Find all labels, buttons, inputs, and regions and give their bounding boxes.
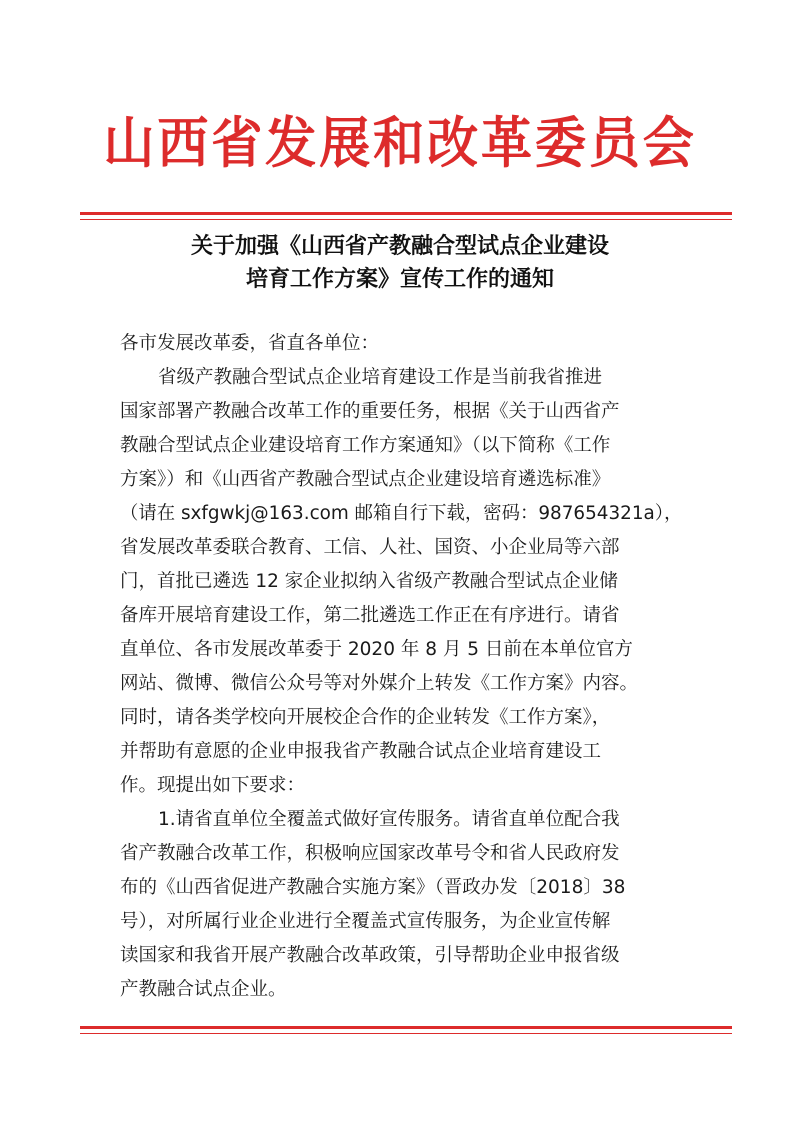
issuing-authority-header: 山西省发展和改革委员会 <box>103 110 697 175</box>
document-title-line-1: 关于加强《山西省产教融合型试点企业建设 <box>190 234 609 259</box>
paragraph2-line: 布的《山西省促进产教融合实施方案》（晋政办发〔2018〕38 <box>120 877 626 898</box>
paragraph1-line: 并帮助有意愿的企业申报我省产教融合试点企业培育建设工 <box>120 741 602 762</box>
paragraph1-line: 作。现提出如下要求： <box>120 775 306 796</box>
paragraph2-line: 读国家和我省开展产教融合改革政策，引导帮助企业申报省级 <box>120 945 620 966</box>
paragraph1-line: （请在 sxfgwkj@163.com 邮箱自行下载，密码：987654321a）， <box>120 503 683 524</box>
paragraph1-line: 教融合型试点企业建设培育工作方案通知》（以下简称《工作 <box>120 435 611 456</box>
paragraph2-line: 产教融合试点企业。 <box>120 979 287 1000</box>
footer-red-rule-thin <box>80 1033 732 1034</box>
paragraph1-line: 方案》）和《山西省产教融合型试点企业建设培育遴选标准》 <box>120 469 611 490</box>
paragraph1-line: 省级产教融合型试点企业培育建设工作是当前我省推进 <box>158 367 603 388</box>
header-red-rule-thin <box>80 219 732 220</box>
salutation: 各市发展改革委，省直各单位： <box>120 333 380 354</box>
paragraph1-line: 省发展改革委联合教育、工信、人社、国资、小企业局等六部 <box>120 537 620 558</box>
document-title-line-2: 培育工作方案》宣传工作的通知 <box>245 267 554 292</box>
paragraph1-line: 网站、微博、微信公众号等对外媒介上转发《工作方案》内容。 <box>120 673 639 694</box>
paragraph2-line: 号），对所属行业企业进行全覆盖式宣传服务，为企业宣传解 <box>120 911 611 932</box>
paragraph1-line: 备库开展培育建设工作，第二批遴选工作正在有序进行。请省 <box>120 605 620 626</box>
paragraph1-line: 门，首批已遴选 12 家企业拟纳入省级产教融合型试点企业储 <box>120 571 618 592</box>
footer-red-rule-thick <box>80 1026 732 1029</box>
paragraph1-line: 国家部署产教融合改革工作的重要任务，根据《关于山西省产 <box>120 401 620 422</box>
paragraph1-line: 直单位、各市发展改革委于 2020 年 8 月 5 日前在本单位官方 <box>120 639 633 660</box>
paragraph2-line: 省产教融合改革工作，积极响应国家改革号令和省人民政府发 <box>120 843 620 864</box>
paragraph1-line: 同时，请各类学校向开展校企合作的企业转发《工作方案》， <box>120 707 611 728</box>
header-red-rule-thick <box>80 212 732 215</box>
paragraph2-line: 1.请省直单位全覆盖式做好宣传服务。请省直单位配合我 <box>158 809 620 830</box>
